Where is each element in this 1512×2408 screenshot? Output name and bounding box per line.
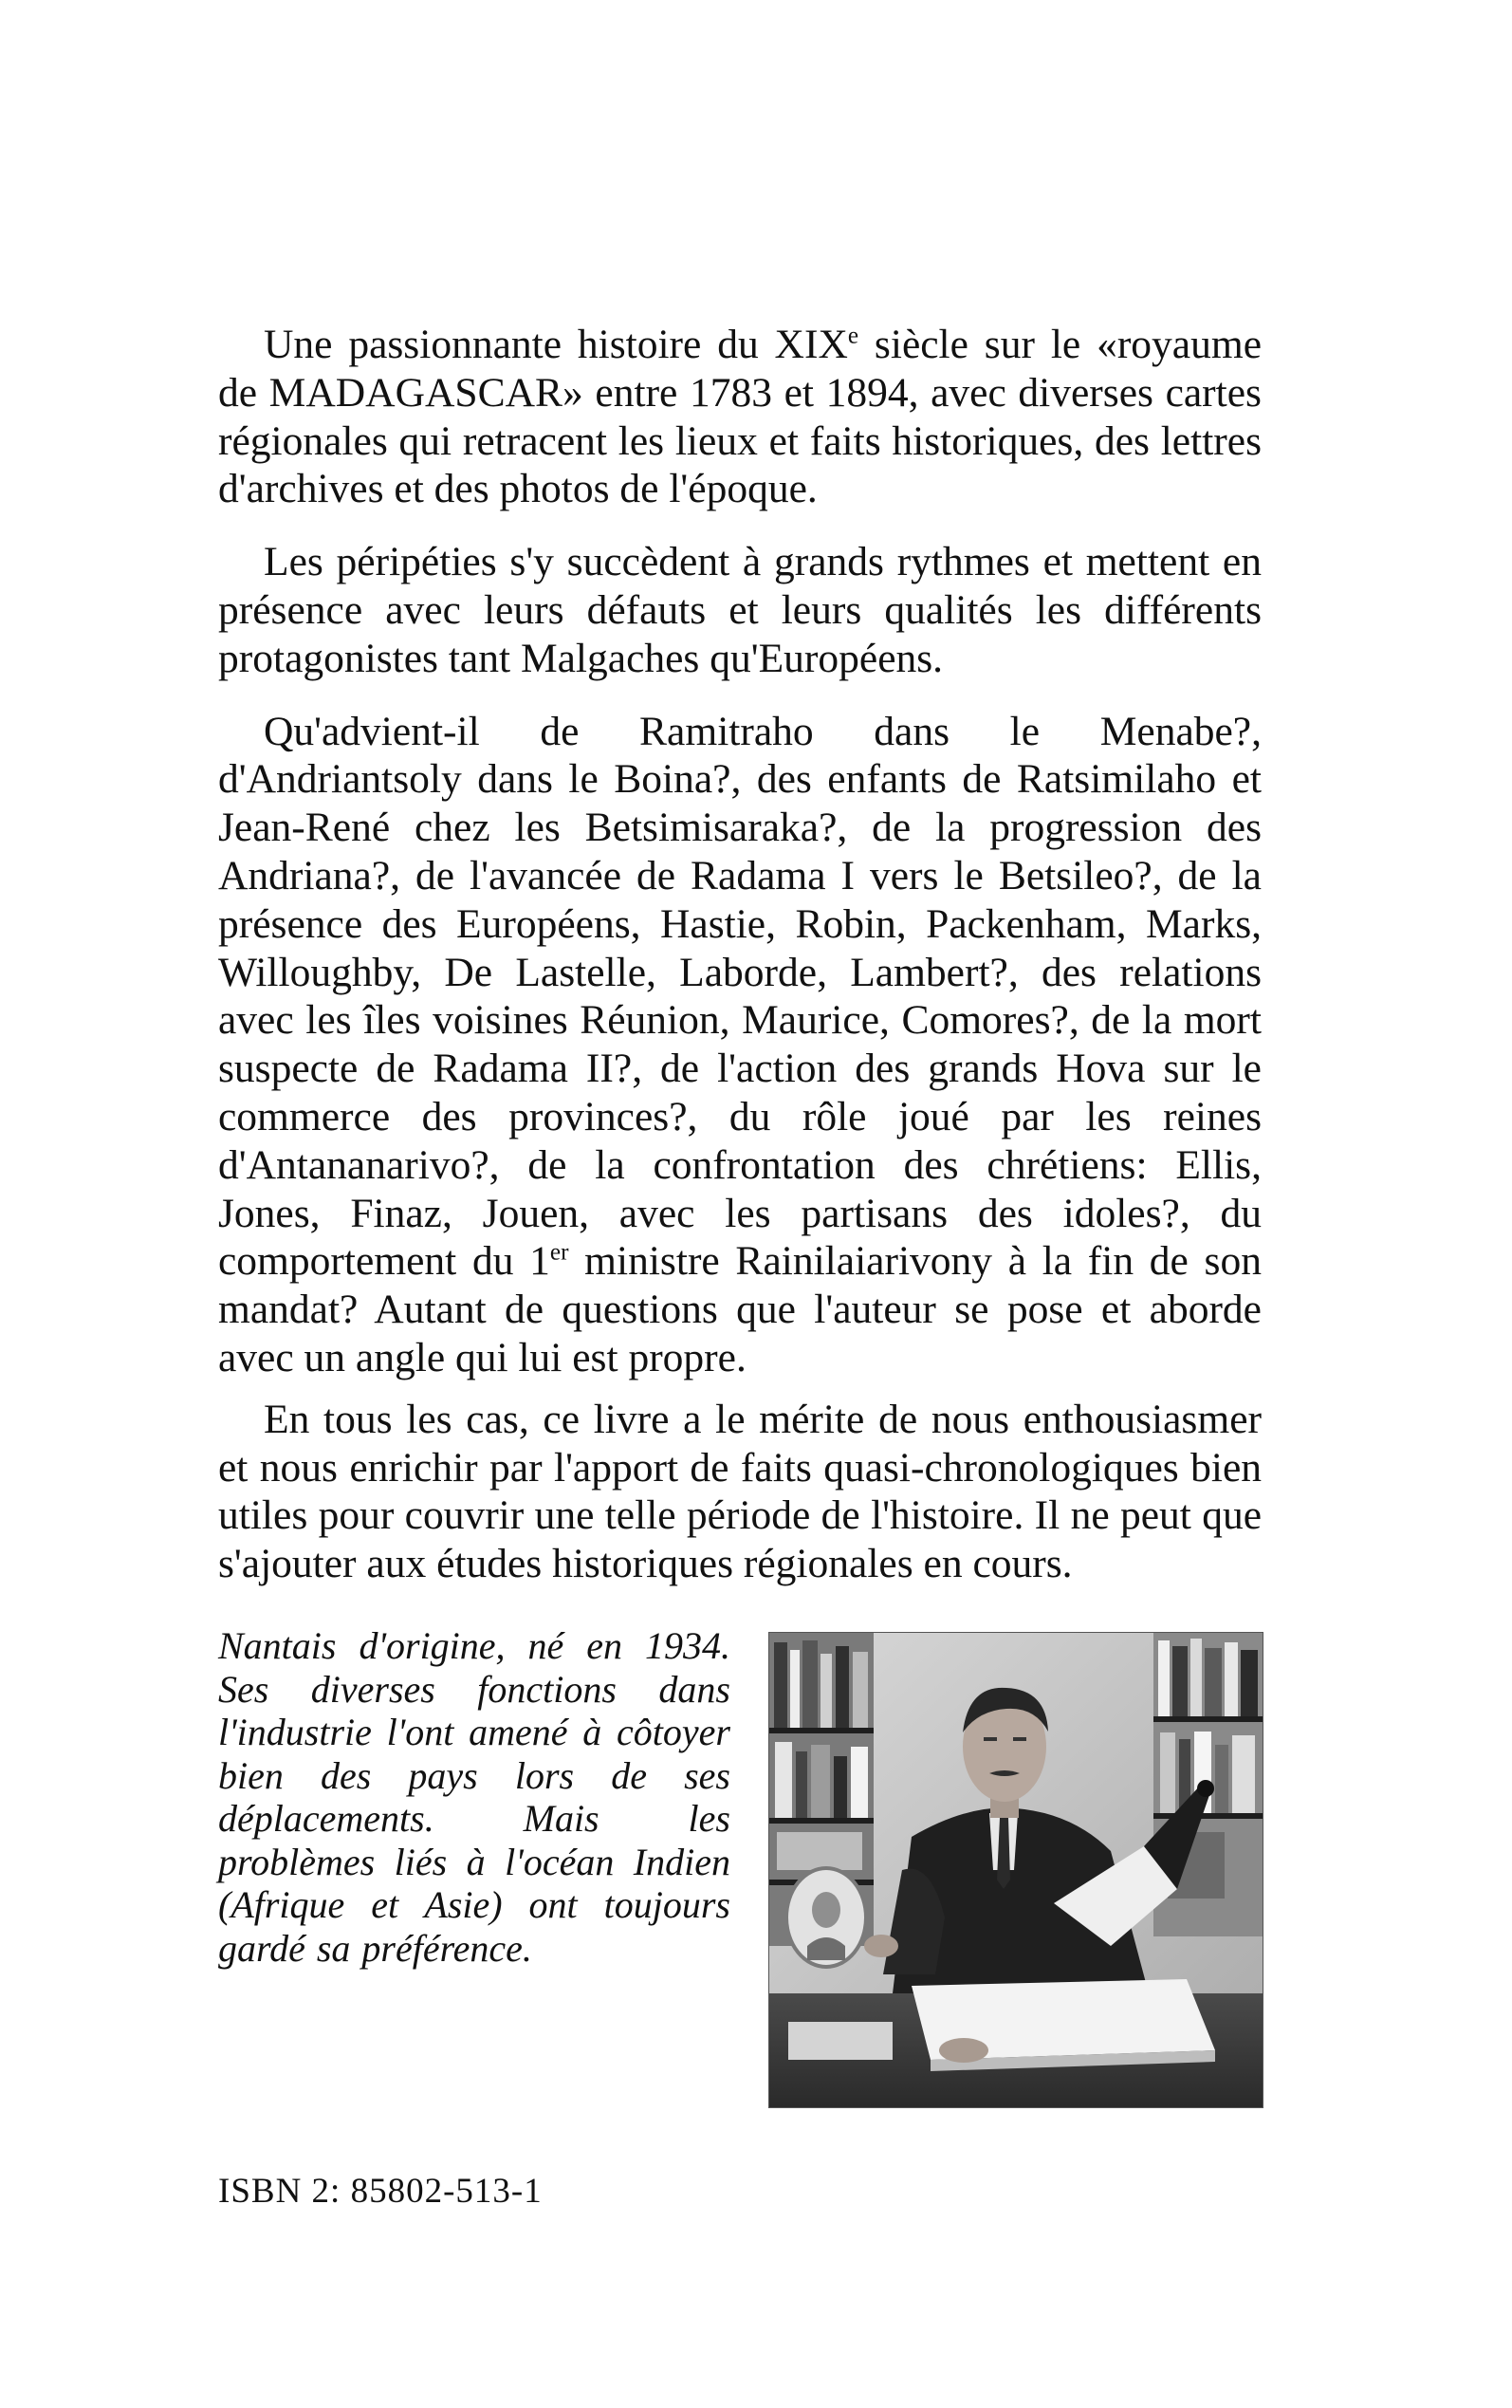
author-photo bbox=[768, 1632, 1263, 2108]
blurb-paragraph-1: Une passionnante histoire du XIXe siècle sur le «royaume de MADAGASCAR» entre 1783 et 1894, avec diverses cartes régionales qui retracent les lieux et faits historiques, des lettres d'archives et des photos de l'époque. bbox=[218, 322, 1262, 512]
blurb-paragraph-3: Qu'advient-il de Ramitraho dans le Menabe?, d'Andriantsoly dans le Boina?, des enfants de Ratsimilaho et Jean-René chez les Betsimisaraka?, de la progression des Andriana?, de l'avancée de Radama I vers le Betsileo?, de la présence des Européens, Hastie, Robin, Packenham, Marks, Willoughby, De Lastelle, Laborde, Lambert?, des relations avec les îles voisines Réunion, Maurice, Comores?, de la mort suspecte de Radama II?, de l'action des grands Hova sur le commerce des provinces?, du rôle joué par les reines d'Antananarivo?, de la confrontation des chrétiens: Ellis, Jones, Finaz, Jouen, avec les partisans des idoles?, du comportement du 1er ministre Rainilaiarivony à la fin de son mandat? Autant de questions que l'auteur se pose et aborde avec un angle qui lui est propre. bbox=[218, 708, 1262, 1380]
isbn-label: ISBN 2: 85802-513-1 bbox=[218, 2172, 543, 2211]
blurb-paragraph-2: Les péripéties s'y succèdent à grands rythmes et mettent en présence avec leurs défauts et leurs qualités les différents protagonistes tant Malgaches qu'Européens. bbox=[218, 539, 1262, 681]
author-bio: Nantais d'origine, né en 1934. Ses diverses fonctions dans l'industrie l'ont amené à côtoyer bien des pays lors de ses déplacements. Mais les problèmes liés à l'océan Indien (Afrique et Asie) ont toujours gardé sa préférence. bbox=[218, 1624, 730, 1970]
blurb-paragraph-4: En tous les cas, ce livre a le mérite de nous enthousiasmer et nous enrichir par l'apport de faits quasi-chronologiques bien utiles pour couvrir une telle période de l'histoire. Il ne peut que s'ajouter aux études historiques régionales en cours. bbox=[218, 1396, 1262, 1587]
back-cover-blurb bbox=[218, 321, 1262, 1588]
